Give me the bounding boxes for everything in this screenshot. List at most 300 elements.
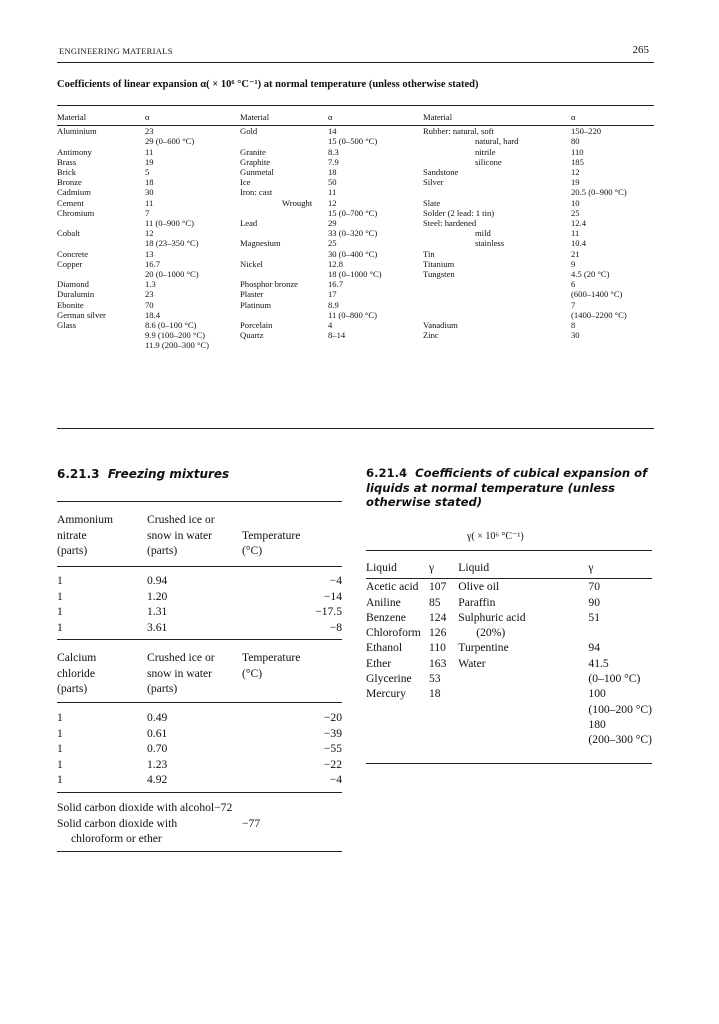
table-cell: 23	[145, 289, 154, 300]
table-cell	[240, 340, 328, 350]
table-cell	[423, 279, 571, 289]
column-header: α	[571, 112, 576, 122]
table-cell: 1	[57, 757, 63, 771]
table-cell: Zinc	[423, 330, 439, 341]
table-cell	[458, 686, 558, 701]
table-cell: (600–1400 °C)	[571, 289, 623, 300]
table-cell: Ethanol	[366, 641, 403, 655]
table-cell: 1	[57, 773, 63, 787]
table-cell: Turpentine	[458, 641, 509, 655]
table-row	[57, 198, 654, 208]
table-cell	[57, 136, 145, 146]
column-header: α	[145, 112, 150, 122]
column-header: Liquid	[458, 561, 490, 574]
table-cell: 15 (0–500 °C)	[328, 136, 378, 147]
table-cell	[240, 269, 328, 279]
table-cell: 8.9	[328, 299, 339, 310]
table-cell: 12	[328, 197, 337, 208]
table-cell: 4.92	[147, 773, 168, 787]
table-cell: −22	[323, 757, 342, 771]
table-bottom-rule	[57, 428, 654, 429]
table-row	[57, 249, 654, 259]
table-cell: 1	[57, 742, 63, 756]
table-cell: 5	[145, 167, 150, 178]
solid-co2-chloroform: Solid carbon dioxide with −77	[57, 816, 261, 830]
table-cell: Sulphuric acid	[458, 610, 526, 624]
column-header: snow in water	[147, 528, 213, 542]
freezing-rule-3	[57, 792, 342, 793]
table-cell: Aluminium	[57, 126, 97, 137]
running-title: ENGINEERING MATERIALS	[59, 46, 173, 56]
table-row	[57, 573, 380, 589]
table-row	[366, 656, 652, 671]
table-header-row	[57, 681, 342, 697]
table-cell	[240, 310, 328, 320]
column-header: Material	[423, 112, 453, 122]
table-cell: Vanadium	[423, 320, 458, 331]
freezing-table-1	[57, 512, 342, 559]
table-cell: 8.6 (0–100 °C)	[145, 320, 197, 331]
freezing-header-rule-2	[57, 702, 342, 703]
column-header	[242, 681, 342, 697]
table-cell: Platinum	[240, 299, 272, 310]
column-header: γ	[588, 561, 594, 574]
table-cell	[240, 249, 328, 259]
table-cell: Gold	[240, 126, 258, 137]
table-row	[366, 579, 652, 594]
table-cell: 6	[571, 279, 576, 290]
table-cell	[423, 310, 571, 320]
table-cell: 8	[571, 320, 576, 331]
section-title: Freezing mixtures	[107, 467, 230, 481]
table-cell: 33 (0–320 °C)	[328, 228, 378, 239]
table-cell	[57, 238, 145, 248]
table-cell: 41.5	[588, 656, 609, 670]
solid-co2-chloroform-cont: chloroform or ether	[71, 832, 162, 846]
table-row	[366, 717, 652, 732]
table-cell: Cement	[57, 197, 84, 208]
freezing-table-2-body	[57, 710, 380, 788]
table-cell: Graphite	[240, 156, 271, 167]
table-row	[57, 340, 654, 350]
cubical-units: γ( × 10⁶ °C⁻¹)	[467, 531, 524, 542]
linear-expansion-table	[57, 112, 654, 351]
table-cell: 18.4	[145, 309, 161, 320]
table-row	[57, 741, 380, 757]
column-header: (parts)	[57, 682, 88, 696]
table-cell: −39	[323, 726, 342, 740]
table-cell: 11.9 (200–300 °C)	[145, 340, 209, 351]
table-cell	[366, 702, 429, 717]
table-cell: 19	[571, 177, 580, 188]
table-cell: 25	[328, 238, 337, 249]
table-row	[57, 147, 654, 157]
table-cell: 8–14	[328, 330, 346, 341]
table-row	[57, 177, 654, 187]
table-cell	[458, 717, 558, 732]
table-row	[57, 167, 654, 177]
table-cell: Ebonite	[57, 299, 84, 310]
table-cell: mild	[475, 228, 491, 239]
column-header: Material	[240, 112, 270, 122]
table-cell: 7.9	[328, 156, 339, 167]
column-header	[242, 512, 342, 528]
column-header: chloride	[57, 666, 95, 680]
table-cell: Granite	[240, 146, 266, 157]
table-cell	[366, 732, 429, 747]
table-cell: 107	[428, 580, 447, 594]
table-row	[366, 595, 652, 610]
table-cell: −8	[329, 620, 342, 634]
section-title: Coefficients of cubical expansion of liquids at normal temperature (unless otherwise stated)	[366, 466, 648, 509]
table-cell: nitrile	[475, 146, 496, 157]
table-cell: 13	[145, 248, 154, 259]
table-cell: 12	[145, 228, 154, 239]
table-cell: 29	[328, 218, 337, 229]
table-cell: Antimony	[57, 146, 92, 157]
table-cell: 29 (0–600 °C)	[145, 136, 195, 147]
column-header: Calcium	[57, 651, 97, 664]
column-header: Crushed ice or	[147, 651, 215, 664]
table-cell: 10	[571, 197, 580, 208]
table-cell: 4	[328, 320, 333, 331]
table-cell: Bronze	[57, 177, 82, 188]
table-cell: 9	[571, 258, 576, 269]
table-cell: 70	[588, 580, 601, 594]
table-row	[57, 269, 654, 279]
table-row	[57, 320, 654, 330]
column-header: snow in water	[147, 666, 213, 680]
table-cell: Concrete	[57, 248, 89, 259]
table-cell: 94	[588, 641, 601, 655]
table-cell: 1.23	[147, 757, 168, 771]
table-cell: Paraffin	[458, 595, 496, 609]
table-cell: (1400–2200 °C)	[571, 309, 627, 320]
table-cell	[458, 671, 558, 686]
table-cell: Phosphor bronze	[240, 279, 298, 290]
column-header: (°C)	[242, 666, 263, 680]
table-cell: Gunmetal	[240, 167, 274, 178]
table-cell: Solder (2 lead: 1 tin)	[423, 207, 495, 218]
table-row	[57, 208, 654, 218]
table-cell: 0.61	[147, 726, 168, 740]
table-row	[57, 238, 654, 248]
table-cell	[429, 702, 458, 717]
table-cell: Cadmium	[57, 187, 91, 198]
table-cell	[429, 717, 458, 732]
table-row	[57, 136, 654, 146]
table-cell: 80	[571, 136, 580, 147]
table-cell: Magnesium	[240, 238, 281, 249]
table-cell: 0.70	[147, 742, 168, 756]
table-cell: (0–100 °C)	[588, 672, 641, 686]
table-cell	[458, 732, 558, 747]
cubical-top-rule	[366, 550, 652, 551]
column-header: Material	[57, 112, 87, 122]
table-cell: 18	[145, 177, 154, 188]
table-cell: (20%)	[476, 626, 506, 640]
column-header: nitrate	[57, 528, 87, 542]
table-cell: 11	[571, 228, 580, 239]
table-cell: silicone	[475, 156, 502, 167]
table-cell	[423, 187, 571, 197]
freezing-mid-rule	[57, 639, 342, 640]
table-cell: 0.94	[147, 574, 168, 587]
table-cell: 11 (0–800 °C)	[328, 309, 377, 320]
table-cell: 3.61	[147, 620, 168, 634]
freezing-table-2	[57, 650, 342, 697]
table-cell: −20	[323, 711, 342, 724]
table-cell: 1.31	[147, 605, 168, 619]
table-cell	[57, 218, 145, 228]
table-cell: 126	[428, 626, 447, 640]
table-cell: 110	[571, 146, 584, 157]
table-cell: 1	[57, 620, 63, 634]
table-row	[57, 289, 654, 299]
table-cell: (200–300 °C)	[588, 733, 652, 747]
table-cell: 90	[588, 595, 601, 609]
table-cell: 23	[145, 126, 154, 137]
table-cell: stainless	[475, 238, 505, 249]
table-cell: 12.8	[328, 258, 344, 269]
table-cell: Brass	[57, 156, 77, 167]
table-cell	[429, 732, 458, 747]
table-cell: Tin	[423, 248, 435, 259]
table-cell: Glass	[57, 320, 77, 331]
table-cell: natural, hard	[475, 136, 519, 147]
table-cell: 70	[145, 299, 154, 310]
table-cell: Wrought	[282, 197, 313, 208]
column-header: (parts)	[147, 544, 178, 558]
table-cell: 14	[328, 126, 337, 137]
column-header: γ	[428, 561, 435, 574]
table-cell: Lead	[240, 218, 258, 229]
table-header-row	[57, 112, 654, 126]
cubical-bottom-rule	[366, 763, 652, 764]
table-cell	[366, 717, 429, 732]
table-cell: 11	[145, 146, 154, 157]
table-row	[57, 589, 380, 605]
table-cell: Cobalt	[57, 228, 80, 239]
section-number: 6.21.4	[366, 466, 408, 480]
table-cell: 21	[571, 248, 580, 259]
table-row	[57, 772, 380, 788]
table-cell: 11	[145, 197, 154, 208]
table-cell: Iron: cast	[240, 187, 273, 198]
table-cell: 100	[588, 687, 606, 701]
table-row	[57, 710, 380, 726]
table-cell: Water	[458, 656, 486, 670]
column-header: α	[328, 112, 333, 122]
table-row	[57, 218, 654, 228]
table-cell: Tungsten	[423, 269, 455, 280]
table-cell: 12.4	[571, 218, 587, 229]
table-cell: 85	[428, 595, 441, 609]
table-cell: 1	[57, 726, 63, 740]
table-cell: 18 (0–1000 °C)	[328, 269, 382, 280]
table-cell: Ether	[366, 656, 392, 670]
table-cell: 150–220	[571, 126, 602, 137]
table-cell: Silver	[423, 177, 444, 188]
table-row	[366, 640, 652, 655]
column-header: Ammonium	[57, 513, 114, 526]
table-cell: Slate	[423, 197, 441, 208]
table-cell: Chromium	[57, 207, 95, 218]
table-cell	[57, 269, 145, 279]
table-cell	[57, 330, 145, 340]
table-row	[57, 126, 654, 136]
table-cell: 11 (0–900 °C)	[145, 218, 194, 229]
table-cell: 124	[428, 610, 447, 624]
table-cell: 0.49	[147, 711, 168, 724]
table-cell	[240, 136, 328, 146]
freezing-heading	[57, 467, 229, 481]
table-cell	[571, 340, 654, 350]
solid-co2-alcohol: Solid carbon dioxide with alcohol−72	[57, 801, 233, 814]
table-cell: 16.7	[328, 279, 344, 290]
table-cell	[558, 625, 652, 640]
table-row	[57, 330, 654, 340]
table-cell: Acetic acid	[366, 580, 419, 594]
column-header: Temperature	[242, 651, 301, 664]
table-row	[366, 625, 652, 640]
table-cell	[458, 702, 558, 717]
section-number: 6.21.3	[57, 467, 100, 481]
table-header-row	[57, 666, 342, 682]
table-row	[57, 310, 654, 320]
column-header: Crushed ice or	[147, 513, 215, 526]
table-cell	[328, 340, 423, 350]
column-header: (°C)	[242, 544, 263, 558]
table-cell: 7	[571, 299, 576, 310]
table-cell: 50	[328, 177, 337, 188]
table-cell: 1	[57, 711, 63, 724]
table-cell: 20.5 (0–900 °C)	[571, 187, 627, 198]
table-row	[57, 157, 654, 167]
table-cell: −55	[323, 742, 342, 756]
freezing-top-rule	[57, 501, 342, 502]
table-cell: Copper	[57, 258, 83, 269]
table-cell: 180	[588, 717, 606, 731]
table-cell: 53	[428, 672, 441, 686]
table-cell: 1	[57, 574, 63, 587]
table-cell: 30	[145, 187, 154, 198]
table-cell: 1.20	[147, 589, 168, 603]
table-cell: 7	[145, 207, 150, 218]
table-cell: 18	[328, 167, 337, 178]
table-row	[57, 620, 380, 636]
table-cell: 163	[428, 656, 447, 670]
table-header-row	[57, 512, 342, 528]
column-header: (parts)	[57, 544, 88, 558]
table-cell: 16.7	[145, 258, 161, 269]
table-cell: 185	[571, 156, 584, 167]
table-cell: Duralumin	[57, 289, 95, 300]
table-cell: 1.3	[145, 279, 156, 290]
table-row	[57, 228, 654, 238]
table-cell: 51	[588, 610, 601, 624]
table-cell: 18	[428, 687, 441, 701]
table-cell: Titanium	[423, 258, 455, 269]
table-cell: −4	[329, 773, 342, 787]
table-cell: 110	[428, 641, 446, 655]
freezing-bottom-rule	[57, 851, 342, 852]
table-cell: 17	[328, 289, 337, 300]
page-number: 265	[632, 44, 649, 56]
table-row	[366, 671, 652, 686]
table-cell: Plaster	[240, 289, 264, 300]
table-cell: 30	[571, 330, 580, 341]
table-row	[57, 187, 654, 197]
table-cell: Sandstone	[423, 167, 459, 178]
table-row	[57, 300, 654, 310]
table-cell	[423, 289, 571, 299]
table-cell: Porcelain	[240, 320, 273, 331]
table-cell: −17.5	[315, 605, 342, 619]
table-cell	[240, 228, 328, 238]
table-cell: 12	[571, 167, 580, 178]
table-cell: 10.4	[571, 238, 587, 249]
table-cell: 30 (0–400 °C)	[328, 248, 378, 259]
table-cell: −4	[329, 574, 342, 587]
table-row	[57, 726, 380, 742]
header-rule	[57, 62, 654, 63]
table-cell: 1	[57, 605, 63, 619]
cubical-heading	[366, 466, 656, 510]
table-cell: Aniline	[366, 595, 401, 609]
table-cell: 18 (23–350 °C)	[145, 238, 199, 249]
table-row	[366, 732, 652, 747]
freezing-header-rule	[57, 566, 342, 567]
table-top-rule	[57, 105, 654, 106]
column-header: Temperature	[242, 528, 301, 542]
table-cell: 15 (0–700 °C)	[328, 207, 378, 218]
freezing-table-1-body	[57, 573, 380, 635]
table-cell	[240, 208, 328, 218]
table-cell: 19	[145, 156, 154, 167]
table-header-row	[366, 560, 652, 579]
table-row	[57, 757, 380, 773]
table-cell: Benzene	[366, 610, 406, 624]
table-row	[366, 610, 652, 625]
table-cell: Rubber: natural, soft	[423, 126, 494, 137]
table-row	[57, 604, 380, 620]
column-header: (parts)	[147, 682, 178, 696]
table-cell: 4.5 (20 °C)	[571, 269, 610, 280]
table-cell: Glycerine	[366, 672, 412, 686]
table-cell: 8.3	[328, 146, 339, 157]
table-cell	[423, 340, 571, 350]
column-header: Liquid	[366, 561, 397, 574]
table-cell: German silver	[57, 309, 106, 320]
table-cell: Diamond	[57, 279, 89, 290]
table-row	[366, 686, 652, 701]
table-row	[366, 702, 652, 717]
cubical-expansion-table	[366, 560, 652, 748]
table-cell: 25	[571, 207, 580, 218]
table-cell: Nickel	[240, 258, 263, 269]
table-cell: 20 (0–1000 °C)	[145, 269, 199, 280]
table-header-row	[57, 528, 342, 544]
table-cell: Quartz	[240, 330, 264, 341]
table-cell: Steel: hardened	[423, 218, 477, 229]
solid-co2-notes	[57, 800, 260, 847]
table-cell: Brick	[57, 167, 77, 178]
linear-table-caption: Coefficients of linear expansion α( × 10⁶ °C⁻¹) at normal temperature (unless otherwise stated)	[57, 79, 479, 90]
table-cell: Olive oil	[458, 580, 500, 594]
table-row	[57, 259, 654, 269]
table-row	[57, 279, 654, 289]
